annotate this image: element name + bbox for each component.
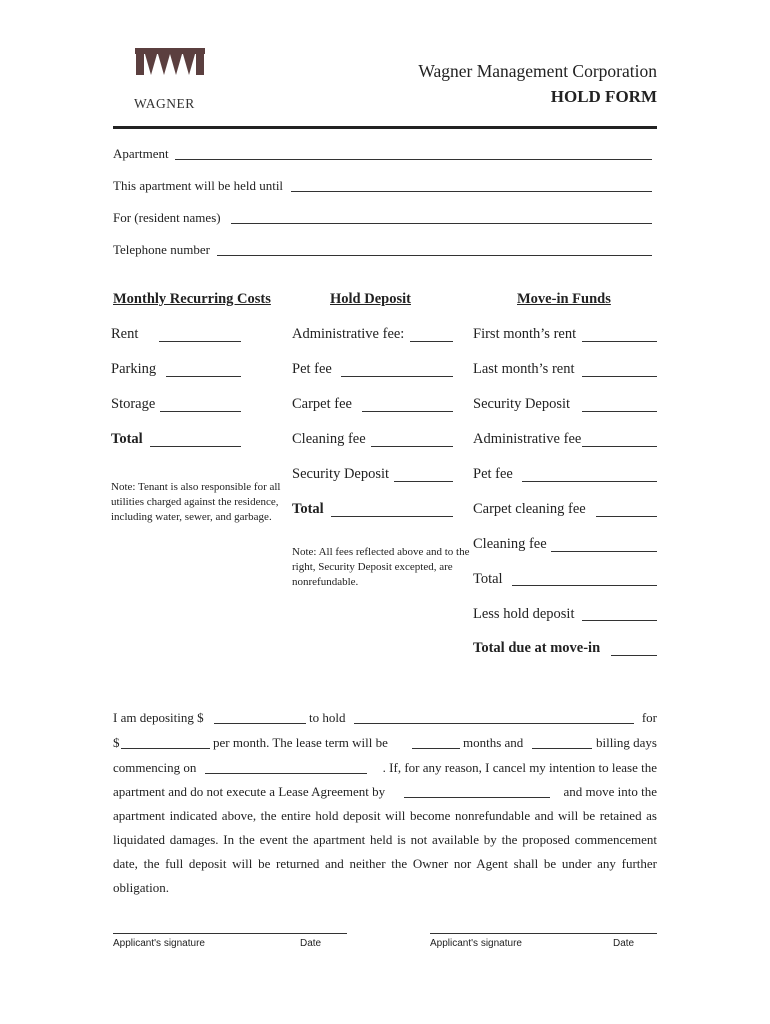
apartment-label: Apartment [113, 146, 169, 161]
hold-pet-fee-field[interactable] [341, 376, 453, 377]
right-signature-line[interactable] [430, 933, 657, 934]
tenant-utilities-note: Note: Tenant is also responsible for all utilities charged against the residence, including water, sewer, and garbage. [111, 481, 281, 523]
agreement-line-8: obligation. [113, 880, 169, 895]
deposit-amount-field[interactable] [214, 723, 306, 724]
hold-total-label: Total [292, 501, 324, 517]
right-date-label: Date [613, 938, 635, 949]
billing-days-field[interactable] [532, 748, 592, 749]
movein-less-hold-field[interactable] [582, 620, 657, 621]
form-title: HOLD FORM [550, 87, 657, 106]
residents-label: For (resident names) [113, 210, 221, 225]
monthly-storage-field[interactable] [160, 411, 241, 412]
movein-first-month-field[interactable] [582, 341, 657, 342]
movein-pet-fee-label: Pet fee [473, 466, 513, 482]
movein-total-field[interactable] [512, 585, 657, 586]
movein-security-deposit-label: Security Deposit [473, 396, 571, 412]
telephone-field[interactable] [217, 255, 652, 256]
left-signature-line[interactable] [113, 933, 347, 934]
agreement-line-7: date, the full deposit will be returned and neither the Owner nor Agent shall be under any further [113, 856, 657, 871]
hold-carpet-fee-field[interactable] [362, 411, 453, 412]
brand-name: WAGNER [134, 96, 195, 111]
commencement-date-field[interactable] [205, 773, 367, 774]
movein-cleaning-fee-field[interactable] [551, 551, 657, 552]
lease-agreement-by-text: apartment and do not execute a Lease Agreement by [113, 784, 386, 799]
movein-security-deposit-field[interactable] [582, 411, 657, 412]
header-rule [113, 126, 657, 129]
company-name: Wagner Management Corporation [418, 61, 657, 81]
hold-admin-fee-field[interactable] [410, 341, 453, 342]
left-date-label: Date [300, 938, 322, 949]
cancel-intention-text: . If, for any reason, I cancel my intention to lease the [382, 760, 657, 775]
to-hold-text: to hold [309, 710, 346, 725]
held-until-field[interactable] [291, 191, 652, 192]
left-signature-label: Applicant's signature [113, 938, 205, 949]
agreement-line-5: apartment indicated above, the entire hold deposit will become nonrefundable and will be retained as [113, 808, 657, 823]
hold-security-deposit-field[interactable] [394, 481, 453, 482]
dollar-text: $ [113, 735, 120, 750]
billing-days-text: billing days [595, 735, 657, 750]
movein-total-label: Total [473, 571, 503, 587]
commencing-text: commencing on [113, 760, 197, 775]
lease-months-field[interactable] [412, 748, 460, 749]
agreement-line-4 [113, 784, 657, 804]
movein-admin-fee-field[interactable] [582, 446, 657, 447]
move-into-text: and move into the [563, 784, 657, 799]
nonrefundable-note: Note: All fees reflected above and to the right, Security Deposit excepted, are nonrefundable. [292, 546, 470, 588]
agreement-line-2 [113, 735, 657, 755]
movein-pet-fee-field[interactable] [522, 481, 657, 482]
monthly-rent-field[interactable] [159, 341, 241, 342]
monthly-total-field[interactable] [150, 446, 241, 447]
held-until-label: This apartment will be held until [113, 178, 284, 193]
logo [132, 45, 208, 111]
movein-total-due-label: Total due at move-in [473, 640, 601, 656]
movein-first-month-label: First month’s rent [473, 326, 577, 342]
movein-carpet-cleaning-field[interactable] [596, 516, 657, 517]
hold-apartment-field[interactable] [354, 723, 634, 724]
for-text: for [641, 710, 657, 725]
residents-field[interactable] [231, 223, 652, 224]
movein-last-month-label: Last month’s rent [473, 361, 575, 377]
hold-cleaning-fee-field[interactable] [371, 446, 453, 447]
months-and-text: months and [463, 735, 524, 750]
movein-total-due-field[interactable] [611, 655, 657, 656]
monthly-total-label: Total [111, 431, 143, 447]
movein-cleaning-fee-label: Cleaning fee [473, 536, 547, 552]
hold-admin-fee-label: Administrative fee: [292, 326, 405, 342]
monthly-storage-label: Storage [111, 396, 156, 412]
hold-cleaning-fee-label: Cleaning fee [292, 431, 366, 447]
hold-deposit-heading: Hold Deposit [330, 291, 411, 307]
agreement-line-1 [113, 710, 657, 730]
hold-pet-fee-label: Pet fee [292, 361, 332, 377]
apartment-field[interactable] [175, 159, 652, 160]
monthly-costs-heading: Monthly Recurring Costs [113, 291, 271, 307]
lease-execution-date-field[interactable] [404, 797, 550, 798]
agreement-line-6: liquidated damages. In the event the apartment held is not available by the proposed commencement [113, 832, 657, 847]
monthly-rent-label: Rent [111, 326, 139, 342]
movein-carpet-cleaning-label: Carpet cleaning fee [473, 501, 586, 517]
move-in-funds-heading: Move-in Funds [517, 291, 611, 307]
per-month-text: per month. The lease term will be [213, 735, 388, 750]
monthly-parking-field[interactable] [166, 376, 241, 377]
hold-total-field[interactable] [331, 516, 453, 517]
movein-admin-fee-label: Administrative fee [473, 431, 582, 447]
wagner-logo-mark [132, 45, 208, 79]
telephone-label: Telephone number [113, 242, 210, 257]
movein-last-month-field[interactable] [582, 376, 657, 377]
agreement-line-3 [113, 760, 657, 780]
movein-less-hold-label: Less hold deposit [473, 606, 575, 622]
deposit-text: I am depositing $ [113, 710, 204, 725]
monthly-rate-field[interactable] [121, 748, 210, 749]
hold-carpet-fee-label: Carpet fee [292, 396, 352, 412]
right-signature-label: Applicant's signature [430, 938, 522, 949]
monthly-parking-label: Parking [111, 361, 157, 377]
hold-security-deposit-label: Security Deposit [292, 466, 390, 482]
